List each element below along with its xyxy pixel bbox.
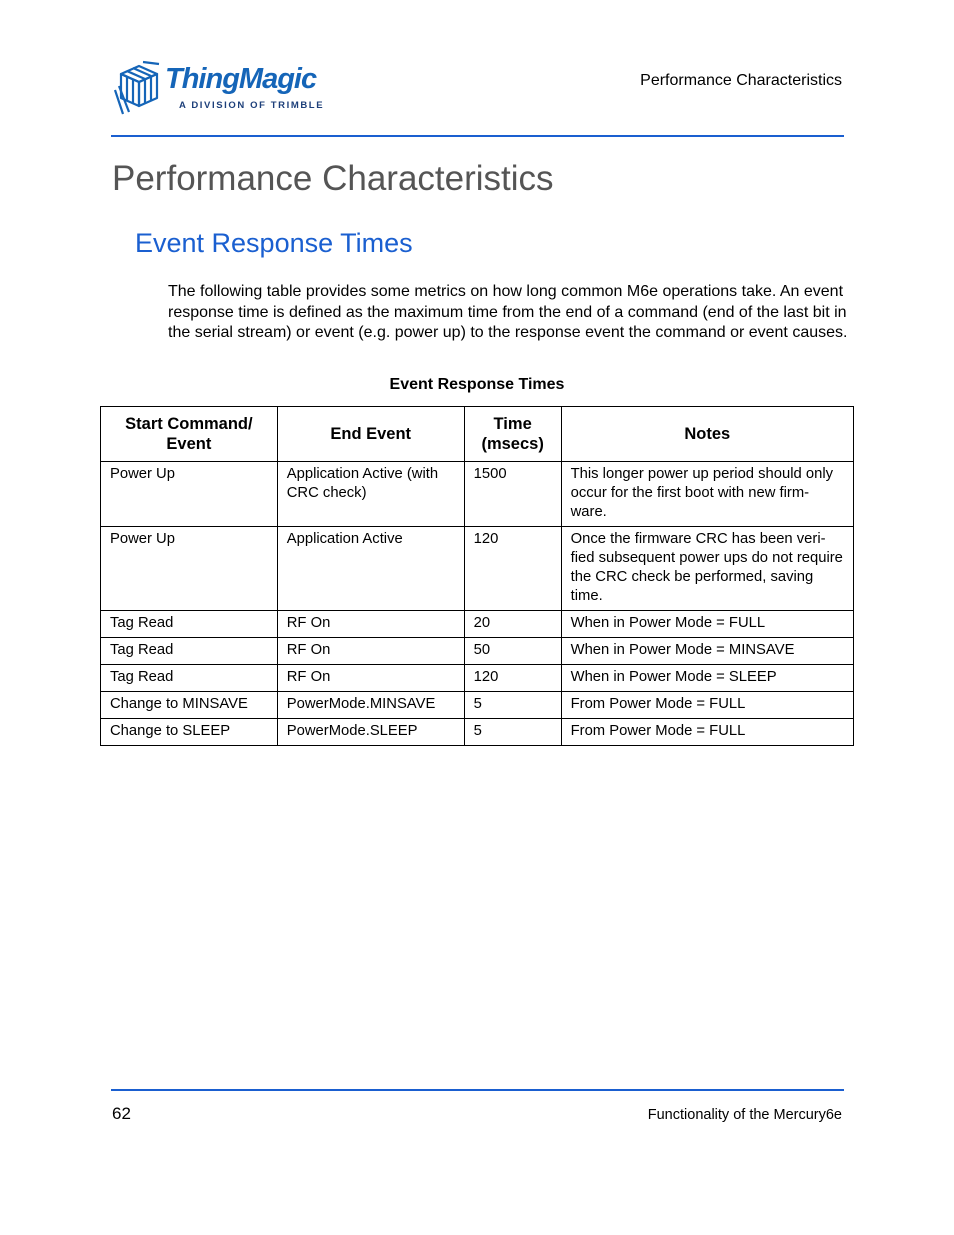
table-header-row [101, 407, 854, 462]
table-cell: 20 [464, 611, 561, 638]
logo-wordmark: ThingMagic [165, 63, 317, 95]
table-row [101, 692, 854, 719]
table-cell: 1500 [464, 462, 561, 527]
page-title: Performance Characteristics [112, 159, 554, 198]
chapter-title: Functionality of the Mercury6e [647, 1107, 842, 1123]
table-cell: RF On [277, 665, 464, 692]
table-cell: Change to MINSAVE [101, 692, 278, 719]
table-cell: Power Up [101, 527, 278, 611]
table-cell: Power Up [101, 462, 278, 527]
table-row [101, 527, 854, 611]
table-cell: RF On [277, 611, 464, 638]
table-row [101, 611, 854, 638]
table-cell: 120 [464, 665, 561, 692]
event-response-table [100, 406, 854, 746]
table-row [101, 665, 854, 692]
column-header: Notes [561, 407, 853, 462]
column-header: Time (msecs) [464, 407, 561, 462]
table-cell: RF On [277, 638, 464, 665]
table-row [101, 462, 854, 527]
column-header: End Event [277, 407, 464, 462]
table-cell: Once the firmware CRC has been veri-fied subsequent power ups do not require the CRC check be performed, saving time. [561, 527, 853, 611]
table-cell: From Power Mode = FULL [561, 719, 853, 746]
table-cell: Change to SLEEP [101, 719, 278, 746]
table-cell: 120 [464, 527, 561, 611]
table-cell: When in Power Mode = FULL [561, 611, 853, 638]
intro-paragraph: The following table provides some metrics on how long common M6e operations take. An event response time is defined as the maximum time from the end of a command (end of the last bit in the serial stream) or event (e.g. power up) to the response event the command or event causes. [168, 283, 848, 341]
table-cell: Tag Read [101, 665, 278, 692]
footer-divider [111, 1089, 844, 1091]
company-logo [113, 60, 328, 120]
table-cell: Application Active (with CRC check) [277, 462, 464, 527]
table-cell: Tag Read [101, 611, 278, 638]
table-cell: This longer power up period should only occur for the first boot with new firm-ware. [561, 462, 853, 527]
table-cell: When in Power Mode = SLEEP [561, 665, 853, 692]
header-divider [111, 135, 844, 137]
table-cell: PowerMode.MINSAVE [277, 692, 464, 719]
page-number: 62 [112, 1104, 131, 1123]
table-cell: 5 [464, 719, 561, 746]
table-row [101, 719, 854, 746]
table-cell: When in Power Mode = MINSAVE [561, 638, 853, 665]
cube-logo-icon [113, 60, 165, 118]
table-cell: From Power Mode = FULL [561, 692, 853, 719]
table-cell: 5 [464, 692, 561, 719]
table-cell: PowerMode.SLEEP [277, 719, 464, 746]
column-header: Start Command/ Event [101, 407, 278, 462]
table-caption: Event Response Times [389, 376, 565, 393]
table-cell: Application Active [277, 527, 464, 611]
table-cell: Tag Read [101, 638, 278, 665]
table-row [101, 638, 854, 665]
running-header: Performance Characteristics [640, 72, 842, 89]
table-cell: 50 [464, 638, 561, 665]
logo-tagline: A DIVISION OF TRIMBLE [179, 100, 325, 111]
section-title: Event Response Times [135, 228, 413, 258]
